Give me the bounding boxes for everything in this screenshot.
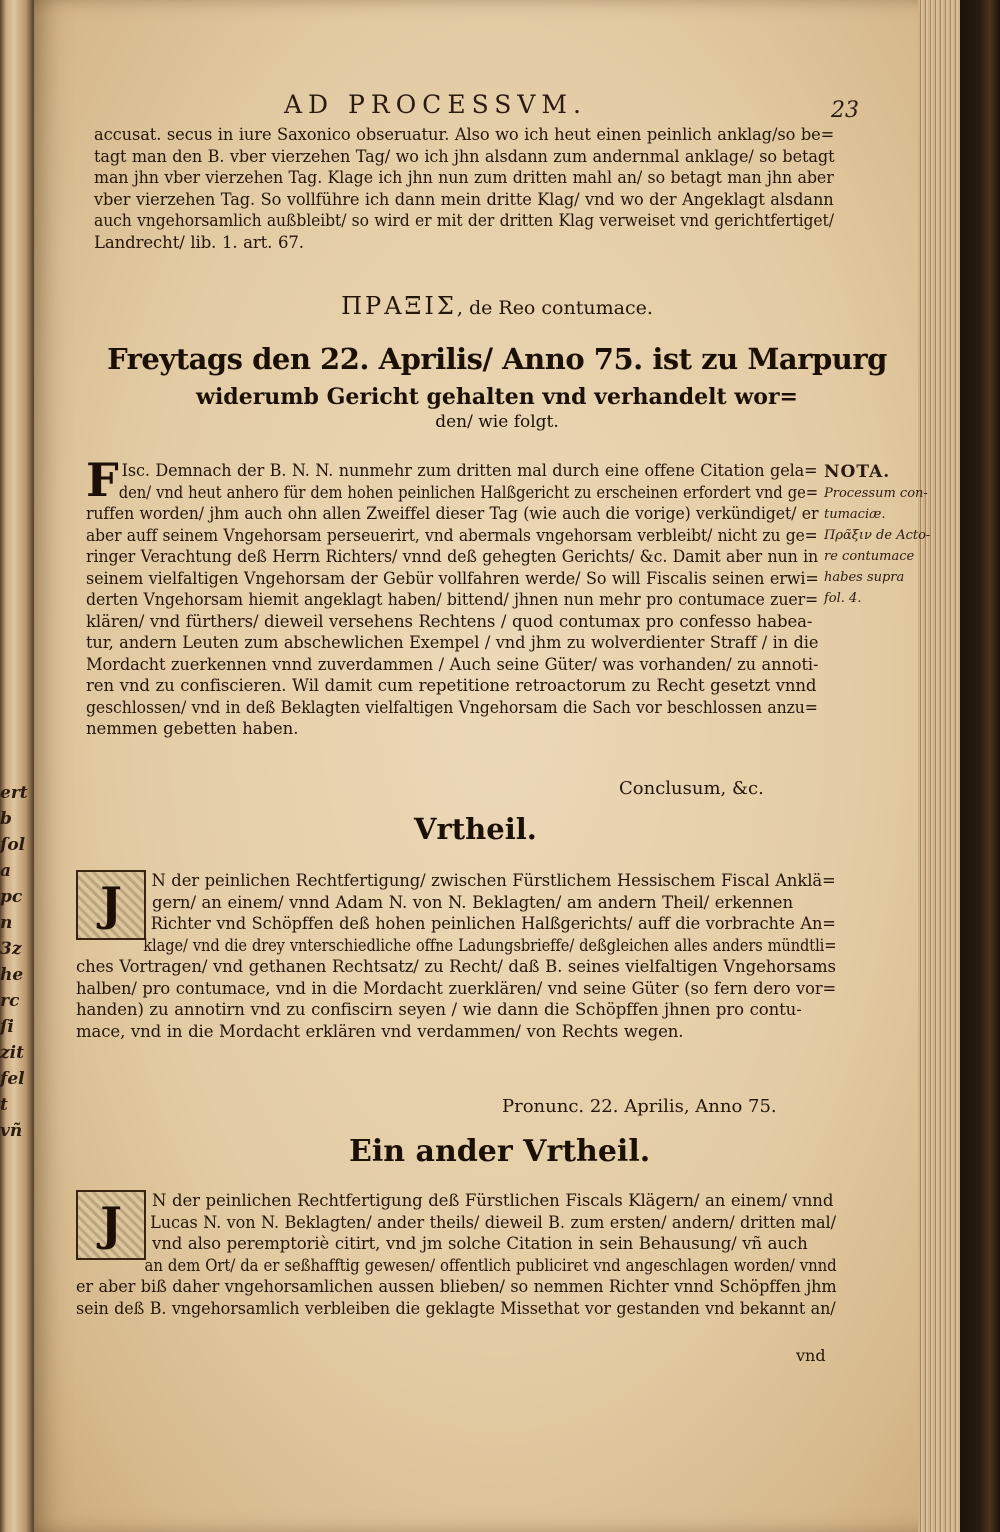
- text-line: derten Vngehorsam hiemit angeklagt haben/ bittend/ jhnen nun mehr pro contumace zuer=: [86, 590, 819, 609]
- text-line: auch vngehorsamlich außbleibt/ so wird er mit der dritten Klag verweiset vnd gerichtfertiget/: [94, 211, 834, 230]
- praxis-heading: [34, 292, 960, 320]
- margin-note-line: tumaciæ.: [824, 507, 886, 522]
- text-line: gern/ an einem/ vnnd Adam N. von N. Beklagten/ am andern Theil/ erkennen: [152, 892, 793, 912]
- text-line: den/ vnd heut anhero für dem hohen peinlichen Halßgericht zu erscheinen erfordert vnd ge=: [118, 482, 819, 502]
- margin-fragment: b: [0, 809, 12, 829]
- margin-fragment: fel: [0, 1069, 25, 1089]
- catchword: vnd: [796, 1346, 826, 1365]
- ornate-initial: J: [76, 870, 146, 940]
- text-line: sein deß B. vngehorsamlich verbleiben die geklagte Missethat vor gestanden vnd bekannt an/: [76, 1298, 836, 1318]
- margin-note-line: Processum con-: [824, 486, 928, 501]
- text-line: geschlossen/ vnd in deß Beklagten vielfaltigen Vngehorsam die Sach vor beschlossen anzu=: [86, 697, 818, 717]
- text-line: handen) zu annotirn vnd zu confiscirn seyen / wie dann die Schöpffen jhnen pro contu-: [76, 1000, 802, 1019]
- margin-note-line: habes supra: [824, 570, 905, 585]
- vrtheil-paragraph: [76, 870, 836, 1042]
- margin-note-line: Πρᾶξιν de Acto-: [824, 528, 931, 543]
- text-line: tagt man den B. vber vierzehen Tag/ wo ich jhn alsdann zum andernmal anklage/ so betagt: [94, 146, 835, 166]
- margin-nota: NOTA.: [824, 462, 891, 482]
- text-line: Mordacht zuerkennen vnnd zuverdammen / Auch seine Güter/ was vorhanden/ zu annoti-: [86, 654, 819, 674]
- book-gutter: [0, 0, 38, 1532]
- session-heading-line2: widerumb Gericht gehalten vnd verhandelt wor=: [196, 384, 798, 410]
- text-line: N der peinlichen Rechtfertigung/ zwischen Fürstlichem Hessischem Fiscal Anklä=: [151, 871, 836, 890]
- pronunciation-date: Pronunc. 22. Aprilis, Anno 75.: [502, 1096, 777, 1117]
- facing-page-margin: [0, 780, 32, 1144]
- book-page: [34, 0, 960, 1532]
- text-line: er aber biß daher vngehorsamlichen aussen blieben/ so nemmen Richter vnnd Schöpffen jhm: [76, 1277, 837, 1296]
- text-line: Lucas N. von N. Beklagten/ ander theils/ dieweil B. zum ersten/ andern/ dritten mal/: [150, 1212, 836, 1232]
- praxis-greek: ΠΡΑΞΙΣ: [341, 292, 457, 320]
- text-line: klage/ vnd die drey vnterschiedliche offne Ladungsbrieffe/ deßgleichen alles anders mündtli=: [143, 935, 837, 955]
- text-line: aber auff seinem Vngehorsam perseuerirt, vnd abermals vngehorsam verbleibt/ nicht zu ge=: [86, 525, 818, 545]
- text-line: accusat. secus in iure Saxonico obseruatur. Also wo ich heut einen peinlich anklag/so be=: [94, 125, 835, 144]
- margin-fragment: he: [0, 965, 24, 985]
- text-line: ches Vortragen/ vnd gethanen Rechtsatz/ zu Recht/ daß B. seines vielfaltigen Vngehorsams: [76, 957, 836, 976]
- session-heading-line3: den/ wie folgt.: [435, 412, 559, 432]
- text-line: vnd also peremptoriè citirt, vnd jm solche Citation in sein Behausung/ vñ auch: [152, 1234, 808, 1253]
- margin-fragment: t: [0, 1095, 8, 1115]
- text-line: N der peinlichen Rechtfertigung deß Fürstlichen Fiscals Klägern/ an einem/ vnnd: [152, 1191, 834, 1210]
- text-line: Landrecht/ lib. 1. art. 67.: [94, 232, 304, 252]
- ornate-initial: J: [76, 1190, 146, 1260]
- text-line: klären/ vnd fürthers/ dieweil versehens Rechtens / quod contumax pro confesso habea-: [86, 611, 813, 631]
- margin-note-line: fol. 4.: [824, 591, 862, 606]
- page-edges: [918, 0, 960, 1532]
- margin-fragment: 3z: [0, 939, 22, 959]
- page-number: 23: [831, 98, 859, 123]
- margin-fragment: pc: [0, 887, 23, 907]
- ander-paragraph: [76, 1190, 836, 1319]
- praxis-subtitle: , de Reo contumace.: [456, 297, 653, 319]
- running-title: AD PROCESSVM.: [284, 90, 587, 119]
- margin-fragment: zit: [0, 1043, 24, 1063]
- margin-note-line: re contumace: [824, 549, 915, 564]
- intro-paragraph: [94, 124, 834, 253]
- text-line: man jhn vber vierzehen Tag. Klage ich jhn nun zum dritten mahl an/ so betagt man jhn aber: [94, 168, 834, 187]
- text-line: vber vierzehen Tag. So vollführe ich dann mein dritte Klag/ vnd wo der Angeklagt alsdann: [94, 189, 834, 209]
- margin-fragment: ert: [0, 783, 28, 803]
- text-line: seinem vielfaltigen Vngehorsam der Gebür vollfahren werde/ So will Fiscalis seinen erwi=: [86, 568, 819, 588]
- text-line: halben/ pro contumace, vnd in die Mordacht zuerklären/ vnd seine Güter (so fern dero vor=: [76, 978, 837, 998]
- margin-fragment: rc: [0, 991, 20, 1011]
- text-line: ren vnd zu confiscieren. Wil damit cum repetitione retroactorum zu Recht gesetzt vnnd: [86, 676, 817, 695]
- margin-note: [824, 462, 944, 609]
- session-heading-line1: Freytags den 22. Aprilis/ Anno 75. ist zu Marpurg: [107, 342, 887, 376]
- vrtheil-heading: Vrtheil.: [414, 812, 537, 846]
- text-line: ringer Verachtung deß Herrn Richters/ vnnd deß gehegten Gerichts/ &c. Damit aber nun in: [86, 547, 819, 566]
- margin-fragment: a: [0, 861, 12, 881]
- text-line: ruffen worden/ jhm auch ohn allen Zweiffel dieser Tag (wie auch die vorige) verkündiget/ er: [86, 504, 819, 523]
- text-line: tur, andern Leuten zum abschewlichen Exempel / vnd jhm zu wolverdienter Straff / in die: [86, 633, 819, 652]
- margin-fragment: vñ: [0, 1121, 23, 1141]
- margin-fragment: ſol: [0, 835, 26, 855]
- text-line: Richter vnd Schöpffen deß hohen peinlichen Halßgerichts/ auff die vorbrachte An=: [150, 914, 836, 933]
- text-line: Isc. Demnach der B. N. N. nunmehr zum dritten mal durch eine offene Citation gela=: [121, 461, 818, 480]
- text-line: mace, vnd in die Mordacht erklären vnd verdammen/ von Rechts wegen.: [76, 1021, 684, 1041]
- text-line: nemmen gebetten haben.: [86, 719, 299, 738]
- ein-ander-heading: Ein ander Vrtheil.: [349, 1134, 651, 1169]
- text-line: an dem Ort/ da er seßhafftig gewesen/ offentlich publiciret vnd angeschlagen worden/ vnnd: [144, 1255, 837, 1275]
- fisc-drop-cap: F: [86, 453, 119, 507]
- fisc-paragraph: [86, 453, 819, 740]
- conclusum: Conclusum, &c.: [619, 778, 764, 799]
- margin-fragment: n: [0, 913, 13, 933]
- margin-fragment: ſi: [0, 1017, 14, 1037]
